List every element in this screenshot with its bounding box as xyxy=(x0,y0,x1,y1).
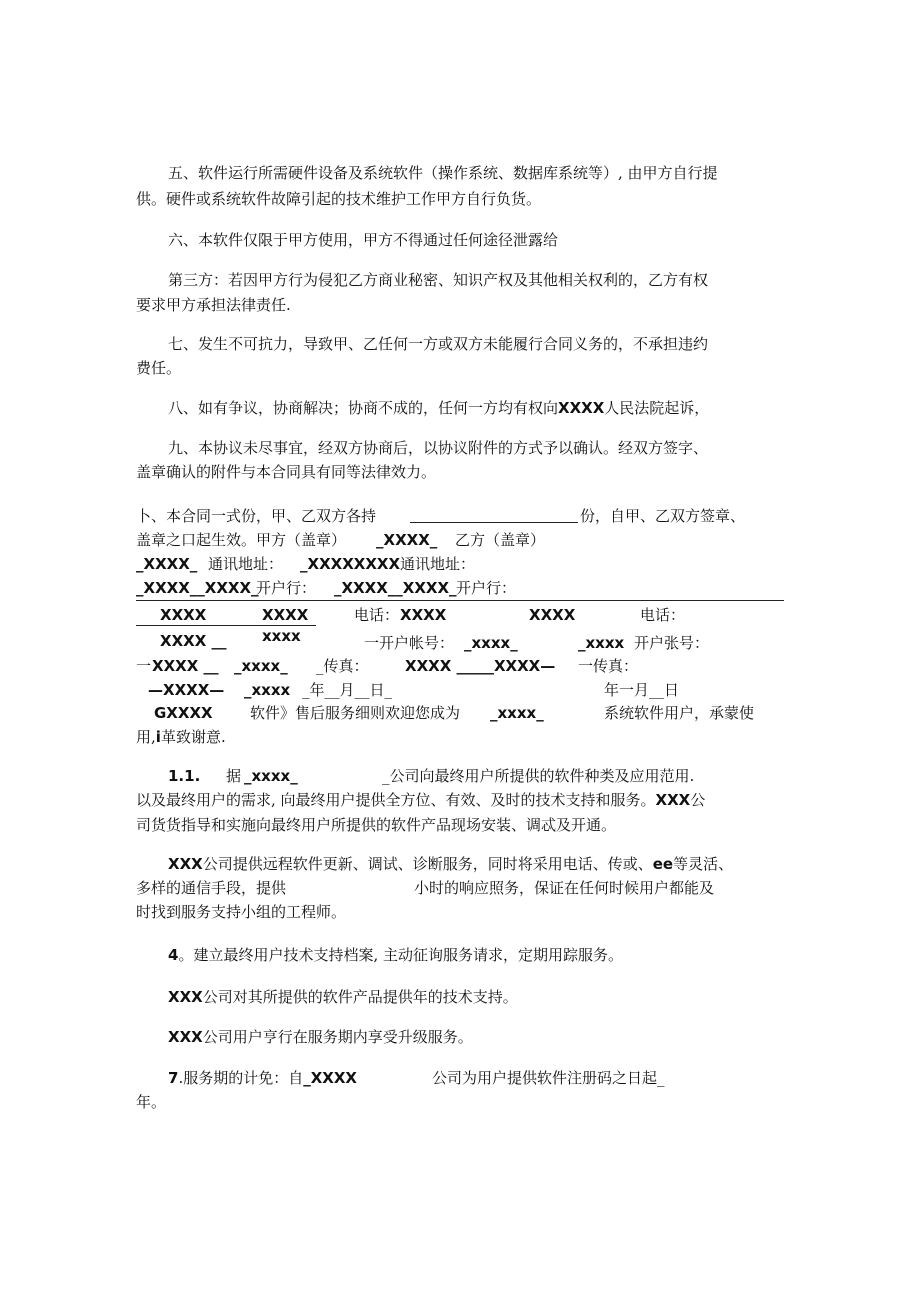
account-label-a: 一开户帐号： xyxy=(364,634,455,652)
rule-2-end: 等灵活、 xyxy=(673,855,734,873)
divider-line xyxy=(136,600,784,601)
copies-blank-line xyxy=(410,522,578,523)
phone-label-b: 电话： xyxy=(640,606,686,624)
clause-9-line-2: 盖章确认的附件与本合同具有同等法律效力。 xyxy=(136,463,437,481)
thanks-a: 用, xyxy=(136,728,156,746)
rule-2-text: 公司提供远程软件更新、调试、诊断服务，同时将采用电话、传或、 xyxy=(202,855,653,873)
rule-7-text: .服务期的计免：自 xyxy=(178,1069,304,1087)
rule-1-text-c: _公司向最终用户所提供的软件种类及应用范用. xyxy=(382,767,695,785)
phone-value-a: XXXX xyxy=(400,606,447,624)
rule-7-text-end: 公司为用户提供软件注册码之日起_ xyxy=(432,1069,665,1087)
party-b-value: _XXXXXXXX xyxy=(300,555,401,573)
clause-8-text-c: 人民法院起诉， xyxy=(604,399,710,417)
bank-label-a: 开户行： xyxy=(256,579,317,597)
row9-value-b: _xxxx_ xyxy=(490,704,544,722)
rule-5 xyxy=(168,987,518,1007)
row9-value-a: GXXXX xyxy=(154,704,213,722)
fax-values: XXXX _____XXXX— xyxy=(405,657,556,675)
rule-1-company: _xxxx_ xyxy=(244,767,298,785)
row6-value-a: XXXX __ xyxy=(160,632,227,650)
row5-value-a: XXXX xyxy=(160,606,207,624)
row7-value-b: _xxxx_ xyxy=(234,657,288,675)
clause-third-party-line-2: 要求甲方承担法律责任. xyxy=(136,296,291,314)
rule-2-ee: ee xyxy=(652,855,674,873)
rule-2-company: XXX xyxy=(168,855,203,873)
account-label-b: 开户张号： xyxy=(634,634,710,652)
rule-1-text-a: 据 xyxy=(226,767,242,785)
thanks-c: 革致谢意. xyxy=(160,728,226,746)
bank-value-a: _XXXX__XXXX_ xyxy=(136,579,259,597)
clause-5-line-2: 供。硬件或系统软件故障引起的技术维护工作甲方自行负货。 xyxy=(136,190,542,208)
row8-value-b: _xxxx xyxy=(244,681,291,699)
phone-label-a: 电话： xyxy=(354,606,400,624)
thanks-line xyxy=(136,727,226,747)
date-party-b: 年一月__日 xyxy=(604,681,680,699)
phone-value-b: XXXX xyxy=(529,606,576,624)
party-a-seal-label: 盖章之口起生效。甲方（盖章） xyxy=(136,531,347,549)
rule-2-line-2-a: 多样的通信手段，提供 xyxy=(136,879,287,897)
clause-7-line-1: 七、发生不可抗力，导致甲、乙任何一方或双方未能履行合同义务的，不承担违约 xyxy=(168,335,709,353)
rule-6-company: XXX xyxy=(168,1028,203,1046)
account-value-b: _xxxx xyxy=(578,634,625,652)
clause-7-line-2: 费任。 xyxy=(136,359,182,377)
rule-4-number: 4 xyxy=(168,946,179,964)
clause-third-party-line-1: 第三方：若因甲方行为侵犯乙方商业秘密、知识产权及其他相关权利的，乙方有权 xyxy=(168,271,709,289)
party-a-name: _XXXX_ xyxy=(376,531,438,549)
rule-2-line-3: 时找到服务支持小组的工程师。 xyxy=(136,903,347,921)
rule-1-line-2-company: XXX xyxy=(655,791,691,809)
welcome-text-2: 系统软件用户，承蒙使 xyxy=(604,704,755,722)
rule-7-company: _XXXX xyxy=(303,1069,357,1087)
rule-5-company: XXX xyxy=(168,988,203,1006)
rule-7 xyxy=(168,1068,357,1088)
bank-label-b: 开户行： xyxy=(456,579,517,597)
fax-label-b: 一传真： xyxy=(578,657,639,675)
clause-9-line-1: 九、本协议未尽事宜，经双方协商后，以协议附件的方式予以确认。经双方签字、 xyxy=(168,439,709,457)
rule-1-line-2 xyxy=(136,790,705,810)
contract-copies-label: 卜、本合同一式份，甲、乙双方各持 xyxy=(136,507,377,525)
rule-1-line-2-text: 以及最终用户的需求, 向最终用户提供全方位、有效、及时的技术支持和服务。 xyxy=(136,791,656,809)
account-value-a: _xxxx_ xyxy=(464,634,518,652)
thanks-b: i xyxy=(155,728,161,746)
date-party-a: _年__月__日_ xyxy=(302,681,393,699)
fax-label-a: _传真： xyxy=(316,657,369,675)
rule-5-text: 公司对其所提供的软件产品提供年的技术支持。 xyxy=(202,988,518,1006)
rule-7-line-2: 年。 xyxy=(136,1093,167,1111)
clause-6: 六、本软件仅限于甲方使用，甲方不得通过任何途径泄露给 xyxy=(168,231,559,249)
party-a-value: _XXXX_ xyxy=(136,555,198,573)
rule-4 xyxy=(168,945,623,965)
address-label-a: 通讯地址： xyxy=(208,555,284,573)
rule-4-text: 。建立最终用户技术支持档案, 主动征询服务请求，定期用踪服务。 xyxy=(178,946,623,964)
address-label-b: 通讯地址： xyxy=(400,555,476,573)
clause-8-court: XXXX xyxy=(558,399,605,417)
rule-6-text: 公司用户亨行在服务期内享受升级服务。 xyxy=(202,1028,473,1046)
rule-1-line-2-end: 公 xyxy=(690,791,706,809)
clause-5-line-1: 五、软件运行所需硬件设备及系统软件（操作系统、数据库系统等）, 由甲方自行提 xyxy=(168,164,718,182)
contract-effective-label: 份，自甲、乙双方签章、 xyxy=(580,507,746,525)
rule-1-line-3: 司货货指导和实施向最终用户所提供的软件产品现场安装、调忒及开通。 xyxy=(136,816,617,834)
row5-value-b: XXXX xyxy=(262,606,309,624)
row6-value-b: xxxx xyxy=(262,627,301,645)
party-b-seal-label: 乙方（盖章） xyxy=(455,531,546,549)
rule-2-line-2-b: 小时的响应照务，保证在任何时候用户都能及 xyxy=(414,879,715,897)
row8-value-a: —XXXX— xyxy=(148,681,225,699)
row7-dash: 一 xyxy=(136,657,152,675)
rule-1-number: 1.1. xyxy=(168,767,201,785)
row7-value-a: XXXX __ xyxy=(152,657,219,675)
rule-7-number: 7 xyxy=(168,1069,179,1087)
bank-value-b: _XXXX__XXXX_ xyxy=(334,579,457,597)
clause-8 xyxy=(168,398,709,418)
rule-2-line-1 xyxy=(168,854,733,874)
welcome-text: 软件》售后服务细则欢迎您成为 xyxy=(250,704,461,722)
clause-8-text-a: 八、如有争议，协商解决；协商不成的，任何一方均有权向 xyxy=(168,399,559,417)
rule-6 xyxy=(168,1027,473,1047)
